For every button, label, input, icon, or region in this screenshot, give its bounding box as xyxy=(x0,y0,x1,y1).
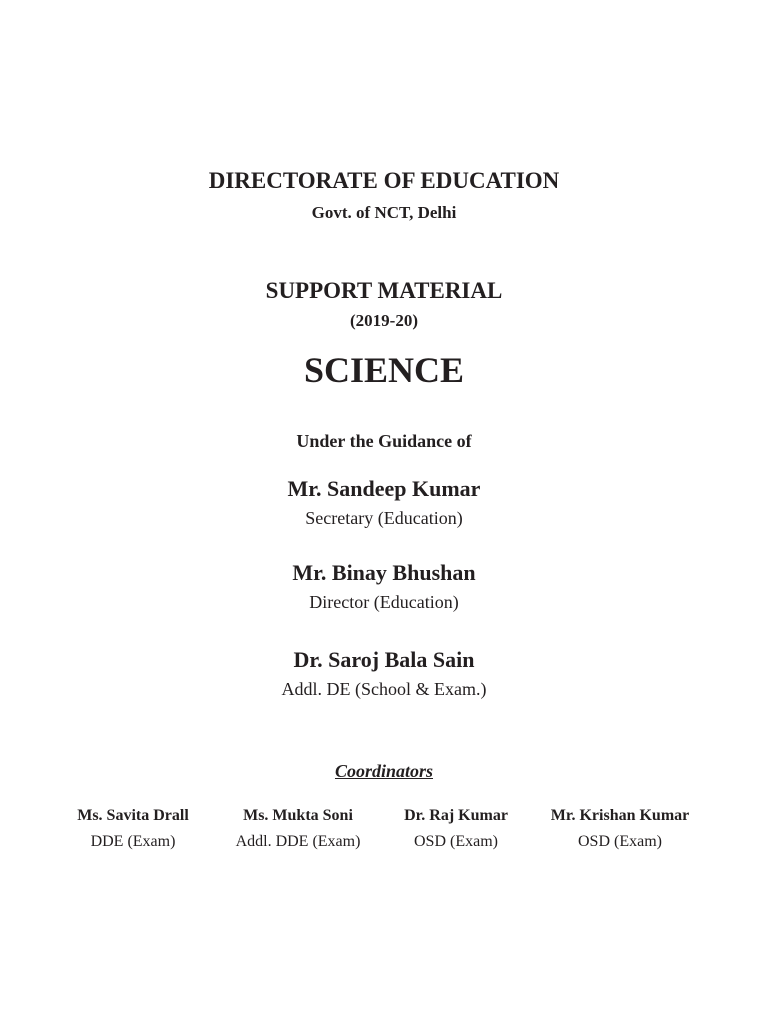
coordinator xyxy=(43,808,223,850)
guidance-person-role: Secretary (Education) xyxy=(305,508,463,528)
guidance-person-role: Director (Education) xyxy=(309,592,459,612)
coordinator-role: DDE (Exam) xyxy=(90,833,176,850)
coordinators-heading: Coordinators xyxy=(334,761,434,781)
guidance-heading: Under the Guidance of xyxy=(296,431,472,451)
coordinator xyxy=(208,808,388,850)
academic-year: (2019-20) xyxy=(350,311,418,330)
subject-title: SCIENCE xyxy=(303,350,465,390)
guidance-person-role: Addl. DE (School & Exam.) xyxy=(281,679,487,699)
organization-title: DIRECTORATE OF EDUCATION xyxy=(208,168,560,193)
coordinator-role: OSD (Exam) xyxy=(578,833,662,850)
coordinator-name: Ms. Mukta Soni xyxy=(243,807,353,824)
government-subtitle: Govt. of NCT, Delhi xyxy=(311,203,457,222)
guidance-person-name: Dr. Saroj Bala Sain xyxy=(293,647,475,672)
coordinator xyxy=(530,808,710,850)
guidance-person-name: Mr. Binay Bhushan xyxy=(292,560,476,585)
guidance-person-name: Mr. Sandeep Kumar xyxy=(287,476,481,501)
coordinator-name: Ms. Savita Drall xyxy=(77,807,189,824)
material-title: SUPPORT MATERIAL xyxy=(265,278,503,303)
coordinator xyxy=(366,808,546,850)
coordinator-name: Dr. Raj Kumar xyxy=(404,807,508,824)
coordinator-name: Mr. Krishan Kumar xyxy=(550,807,690,824)
coordinator-role: OSD (Exam) xyxy=(414,833,498,850)
coordinator-role: Addl. DDE (Exam) xyxy=(235,833,361,850)
